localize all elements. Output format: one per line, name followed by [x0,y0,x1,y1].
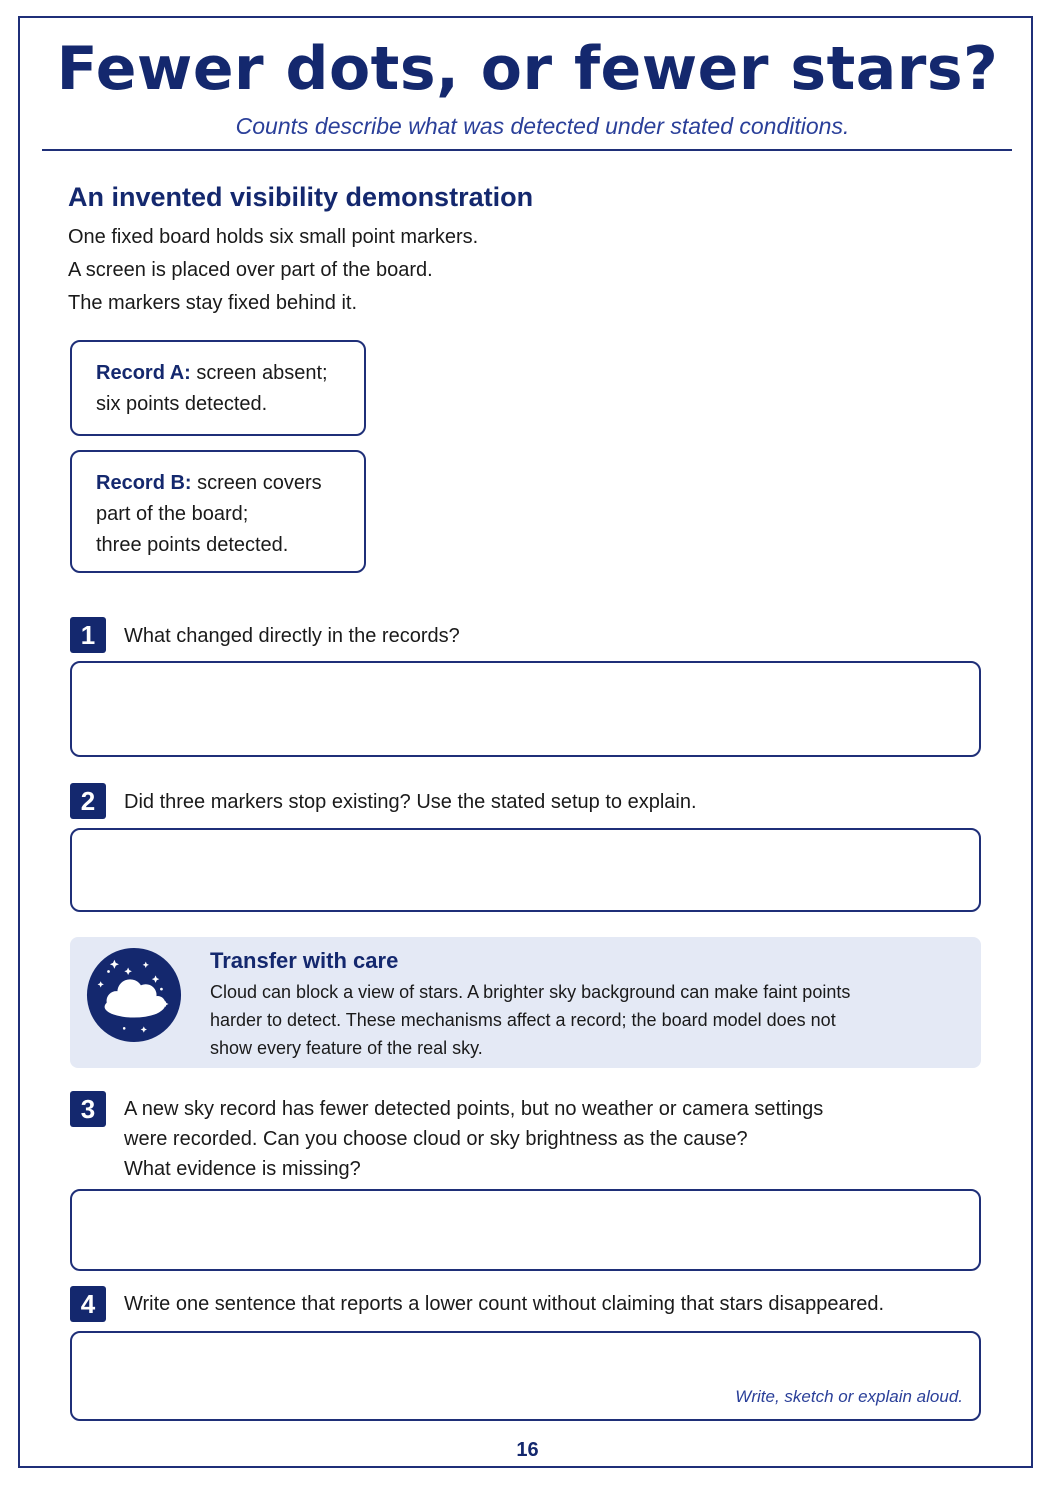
answer-box-2[interactable] [70,828,981,912]
transfer-body [210,978,950,1062]
answer-box-1[interactable] [70,661,981,757]
transfer-line: Cloud can block a view of stars. A brighter sky background can make faint points [210,982,851,1002]
transfer-panel [70,937,981,1068]
answer-hint: Write, sketch or explain aloud. [735,1387,963,1406]
question-line: What changed directly in the records? [124,625,460,647]
transfer-line: harder to detect. These mechanisms affect a record; the board model does not [210,1010,836,1030]
record-text: part of the board; [96,503,249,525]
answer-box-4[interactable] [70,1331,981,1421]
record-text: three points detected. [96,534,289,556]
question-line: Did three markers stop existing? Use the stated setup to explain. [124,791,697,813]
title-divider [42,149,1012,151]
cloud-night-icon [85,946,183,1044]
record-label: Record A: [96,362,191,384]
question-text [124,1094,954,1184]
record-text: screen covers [191,472,322,494]
page-subtitle: Counts describe what was detected under stated conditions. [235,113,850,139]
question-text [124,621,954,651]
record-a-card [70,340,366,436]
answer-box-3[interactable] [70,1189,981,1271]
question-line: A new sky record has fewer detected points, but no weather or camera settings [124,1098,824,1120]
question-number-badge: 4 [70,1286,106,1322]
record-text: screen absent; [190,362,328,384]
page-title: Fewer dots, or fewer stars? [56,34,999,104]
question-text [124,787,954,817]
question-line: Write one sentence that reports a lower count without claiming that stars disappeared. [124,1293,885,1315]
section-heading: An invented visibility demonstration [68,182,534,212]
transfer-title: Transfer with care [210,948,399,973]
question-number-badge: 2 [70,783,106,819]
record-label: Record B: [96,472,192,494]
question-text [124,1289,984,1319]
intro-line: One fixed board holds six small point markers. [68,226,479,248]
question-number-badge: 1 [70,617,106,653]
page-number: 16 [516,1439,539,1461]
intro-line: A screen is placed over part of the board. [68,259,433,281]
record-b-card [70,450,366,573]
question-number-badge: 3 [70,1091,106,1127]
question-line: What evidence is missing? [124,1158,361,1180]
transfer-line: show every feature of the real sky. [210,1038,483,1058]
intro-line: The markers stay fixed behind it. [68,292,358,314]
record-text: six points detected. [96,393,268,415]
question-line: were recorded. Can you choose cloud or sky brightness as the cause? [124,1128,748,1150]
